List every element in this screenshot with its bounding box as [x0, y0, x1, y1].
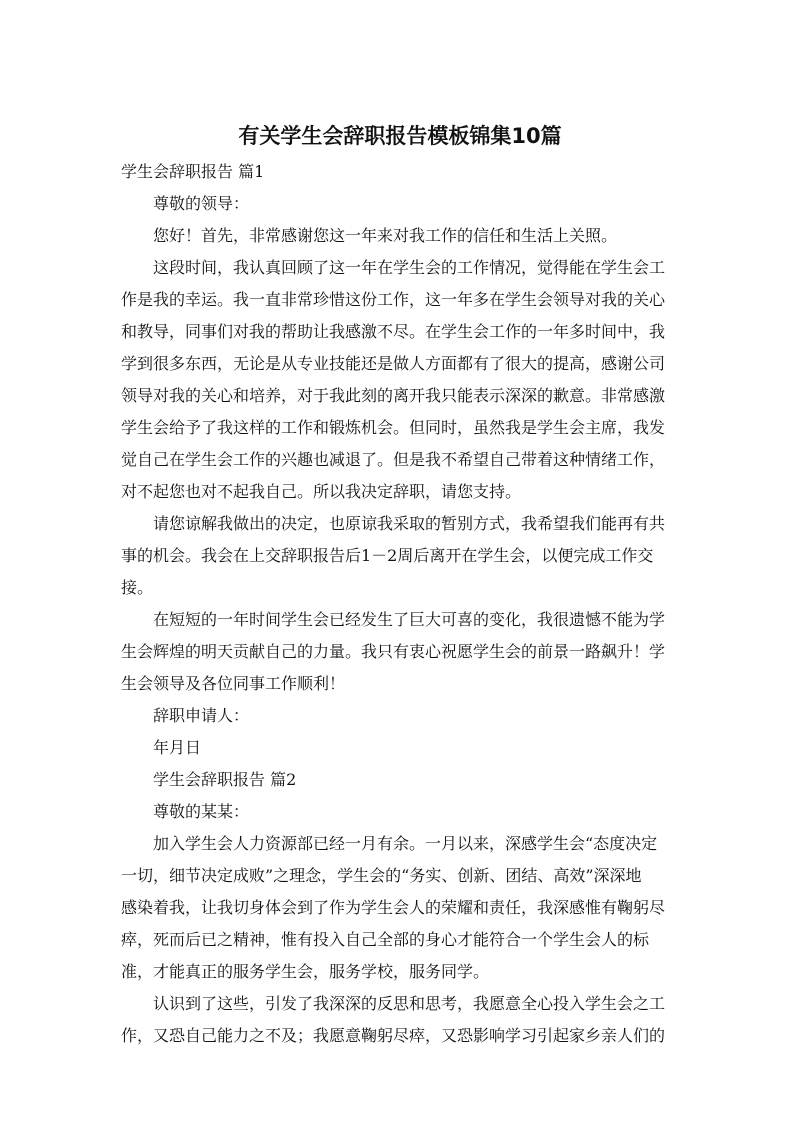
text-line: 您好！首先，非常感谢您这一年来对我工作的信任和生活上关照。 [153, 226, 618, 245]
text-line: 加入学生会人力资源部已经一月有余。一月以来，深感学生会“态度决定 [153, 834, 658, 853]
text-line: 尊敬的领导： [153, 194, 250, 213]
text-line: 瘁，死而后已之精神，惟有投入自己全部的身心才能符合一个学生会人的标 [121, 930, 650, 949]
text-line: 辞职申请人： [153, 706, 250, 725]
document-body [121, 156, 681, 1052]
text-line: 接。 [121, 578, 154, 597]
text-line: 生会辉煌的明天贡献自己的力量。我只有衷心祝愿学生会的前景一路飙升！学 [121, 642, 666, 661]
text-line: 尊敬的某某： [153, 802, 250, 821]
text-line: 领导对我的关心和培养，对于我此刻的离开我只能表示深深的歉意。非常感激 [121, 386, 666, 405]
text-line: 这段时间，我认真回顾了这一年在学生会的工作情况，觉得能在学生会工 [153, 258, 666, 277]
text-line: 学生会辞职报告 篇2 [153, 770, 297, 789]
text-line: 学生会给予了我这样的工作和锻炼机会。但同时，虽然我是学生会主席，我发 [121, 418, 666, 437]
text-line: 准，才能真正的服务学生会，服务学校，服务同学。 [121, 962, 490, 981]
text-line: 作是我的幸运。我一直非常珍惜这份工作，这一年多在学生会领导对我的关心 [121, 290, 666, 309]
text-line: 认识到了这些，引发了我深深的反思和思考，我愿意全心投入学生会之工 [153, 994, 666, 1013]
text-line: 对不起您也对不起我自己。所以我决定辞职，请您支持。 [121, 482, 522, 501]
text-line: 年月日 [153, 738, 202, 757]
text-line: 事的机会。我会在上交辞职报告后1－2周后离开在学生会，以便完成工作交 [121, 546, 654, 565]
text-line: 生会领导及各位同事工作顺利！ [121, 674, 346, 693]
text-line: 学到很多东西，无论是从专业技能还是做人方面都有了很大的提高，感谢公司 [121, 354, 666, 373]
text-line: 在短短的一年时间学生会已经发生了巨大可喜的变化，我很遗憾不能为学 [153, 610, 666, 629]
text-line: 一切，细节决定成败”之理念，学生会的“务实、创新、团结、高效”深深地 [121, 866, 642, 885]
text-line: 觉自己在学生会工作的兴趣也减退了。但是我不希望自己带着这种情绪工作， [121, 450, 666, 469]
document-title: 有关学生会辞职报告模板锦集10篇 [238, 124, 562, 148]
text-line: 感染着我，让我切身体会到了作为学生会人的荣耀和责任，我深感惟有鞠躬尽 [121, 898, 666, 917]
text-line: 和教导，同事们对我的帮助让我感激不尽。在学生会工作的一年多时间中，我 [121, 322, 666, 341]
text-line: 请您谅解我做出的决定，也原谅我采取的暂别方式，我希望我们能再有共 [153, 514, 666, 533]
text-line: 学生会辞职报告 篇1 [121, 162, 265, 181]
text-line: 作，又恐自己能力之不及；我愿意鞠躬尽瘁，又恐影响学习引起家乡亲人们的 [121, 1026, 666, 1045]
